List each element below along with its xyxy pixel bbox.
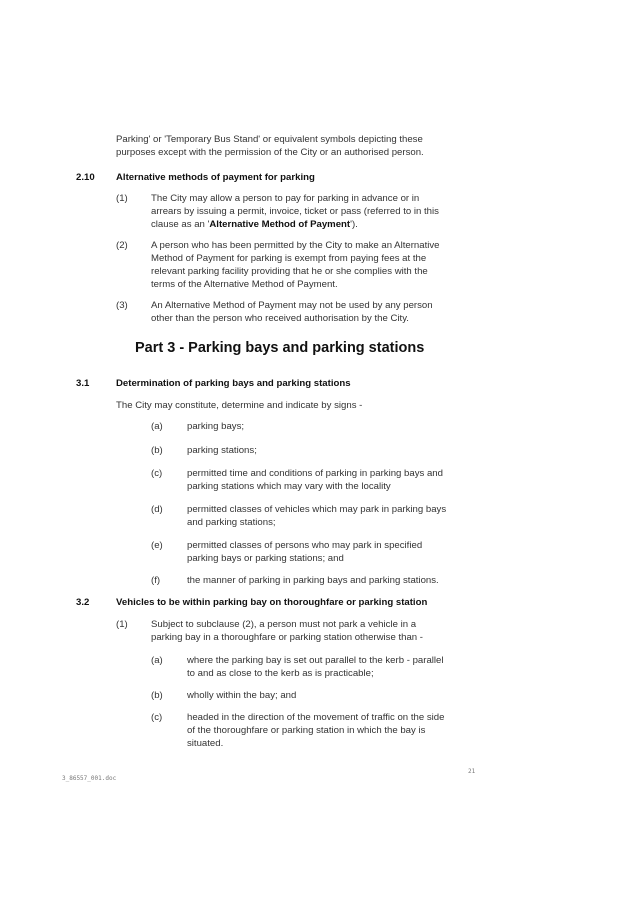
item-label: (a) xyxy=(151,655,163,666)
item-line: permitted classes of persons who may park in specified xyxy=(187,540,423,551)
paragraph-line: Method of Payment for parking is exempt from paying fees at the xyxy=(151,253,427,264)
item-line: where the parking bay is set out parallel to the kerb - parallel xyxy=(187,655,444,666)
paragraph-line: clause as an 'Alternative Method of Payment'). xyxy=(151,219,358,230)
paragraph-line: parking bay in a thoroughfare or parking station otherwise than - xyxy=(151,632,423,643)
item-line: the manner of parking in parking bays and parking stations. xyxy=(187,575,439,586)
paragraph-line: The City may allow a person to pay for parking in advance or in xyxy=(151,193,420,204)
section-heading: Vehicles to be within parking bay on thoroughfare or parking station xyxy=(116,597,428,608)
item-line: parking bays; xyxy=(187,421,245,432)
section-number: 2.10 xyxy=(76,172,95,183)
paragraph-line: arrears by issuing a permit, invoice, ticket or pass (referred to in this xyxy=(151,206,439,217)
intro-line: Parking' or 'Temporary Bus Stand' or equivalent symbols depicting these xyxy=(116,134,423,145)
subclause-label: (2) xyxy=(116,240,128,251)
item-label: (c) xyxy=(151,712,163,723)
subclause-label: (1) xyxy=(116,619,128,630)
document-reference: 3_86557_001.doc xyxy=(62,775,117,782)
paragraph-line: terms of the Alternative Method of Payment. xyxy=(151,279,338,290)
item-line: parking stations; xyxy=(187,445,257,456)
item-line: situated. xyxy=(187,738,224,749)
paragraph-line: Subject to subclause (2), a person must not park a vehicle in a xyxy=(151,619,417,630)
item-line: permitted classes of vehicles which may park in parking bays xyxy=(187,504,447,515)
item-label: (d) xyxy=(151,504,163,515)
part-title: Part 3 - Parking bays and parking stations xyxy=(135,340,425,356)
section-heading: Determination of parking bays and parking stations xyxy=(116,378,351,389)
item-line: permitted time and conditions of parking in parking bays and xyxy=(187,468,443,479)
subclause-label: (1) xyxy=(116,193,128,204)
item-line: parking bays or parking stations; and xyxy=(187,553,344,564)
section-number: 3.1 xyxy=(76,378,90,389)
item-label: (c) xyxy=(151,468,163,479)
section-heading: Alternative methods of payment for parking xyxy=(116,172,315,183)
item-label: (a) xyxy=(151,421,163,432)
item-line: headed in the direction of the movement of traffic on the side xyxy=(187,712,445,723)
item-line: and parking stations; xyxy=(187,517,276,528)
item-line: wholly within the bay; and xyxy=(187,690,297,701)
item-label: (b) xyxy=(151,690,163,701)
page-number: 21 xyxy=(468,768,476,775)
paragraph-line: A person who has been permitted by the City to make an Alternative xyxy=(151,240,440,251)
item-label: (e) xyxy=(151,540,163,551)
item-line: to and as close to the kerb as is practicable; xyxy=(187,668,374,679)
paragraph-line: relevant parking facility providing that he or she complies with the xyxy=(151,266,428,277)
defined-term: Alternative Method of Payment xyxy=(209,219,351,230)
section-number: 3.2 xyxy=(76,597,90,608)
paragraph-line: An Alternative Method of Payment may not be used by any person xyxy=(151,300,433,311)
intro-line: purposes except with the permission of the City or an authorised person. xyxy=(116,147,424,158)
subclause-label: (3) xyxy=(116,300,128,311)
item-label: (b) xyxy=(151,445,163,456)
paragraph-line: The City may constitute, determine and indicate by signs - xyxy=(116,400,363,411)
item-line: of the thoroughfare or parking station in which the bay is xyxy=(187,725,426,736)
paragraph-line: other than the person who received authorisation by the City. xyxy=(151,313,409,324)
item-line: parking stations which may vary with the locality xyxy=(187,481,391,492)
item-label: (f) xyxy=(151,575,161,586)
